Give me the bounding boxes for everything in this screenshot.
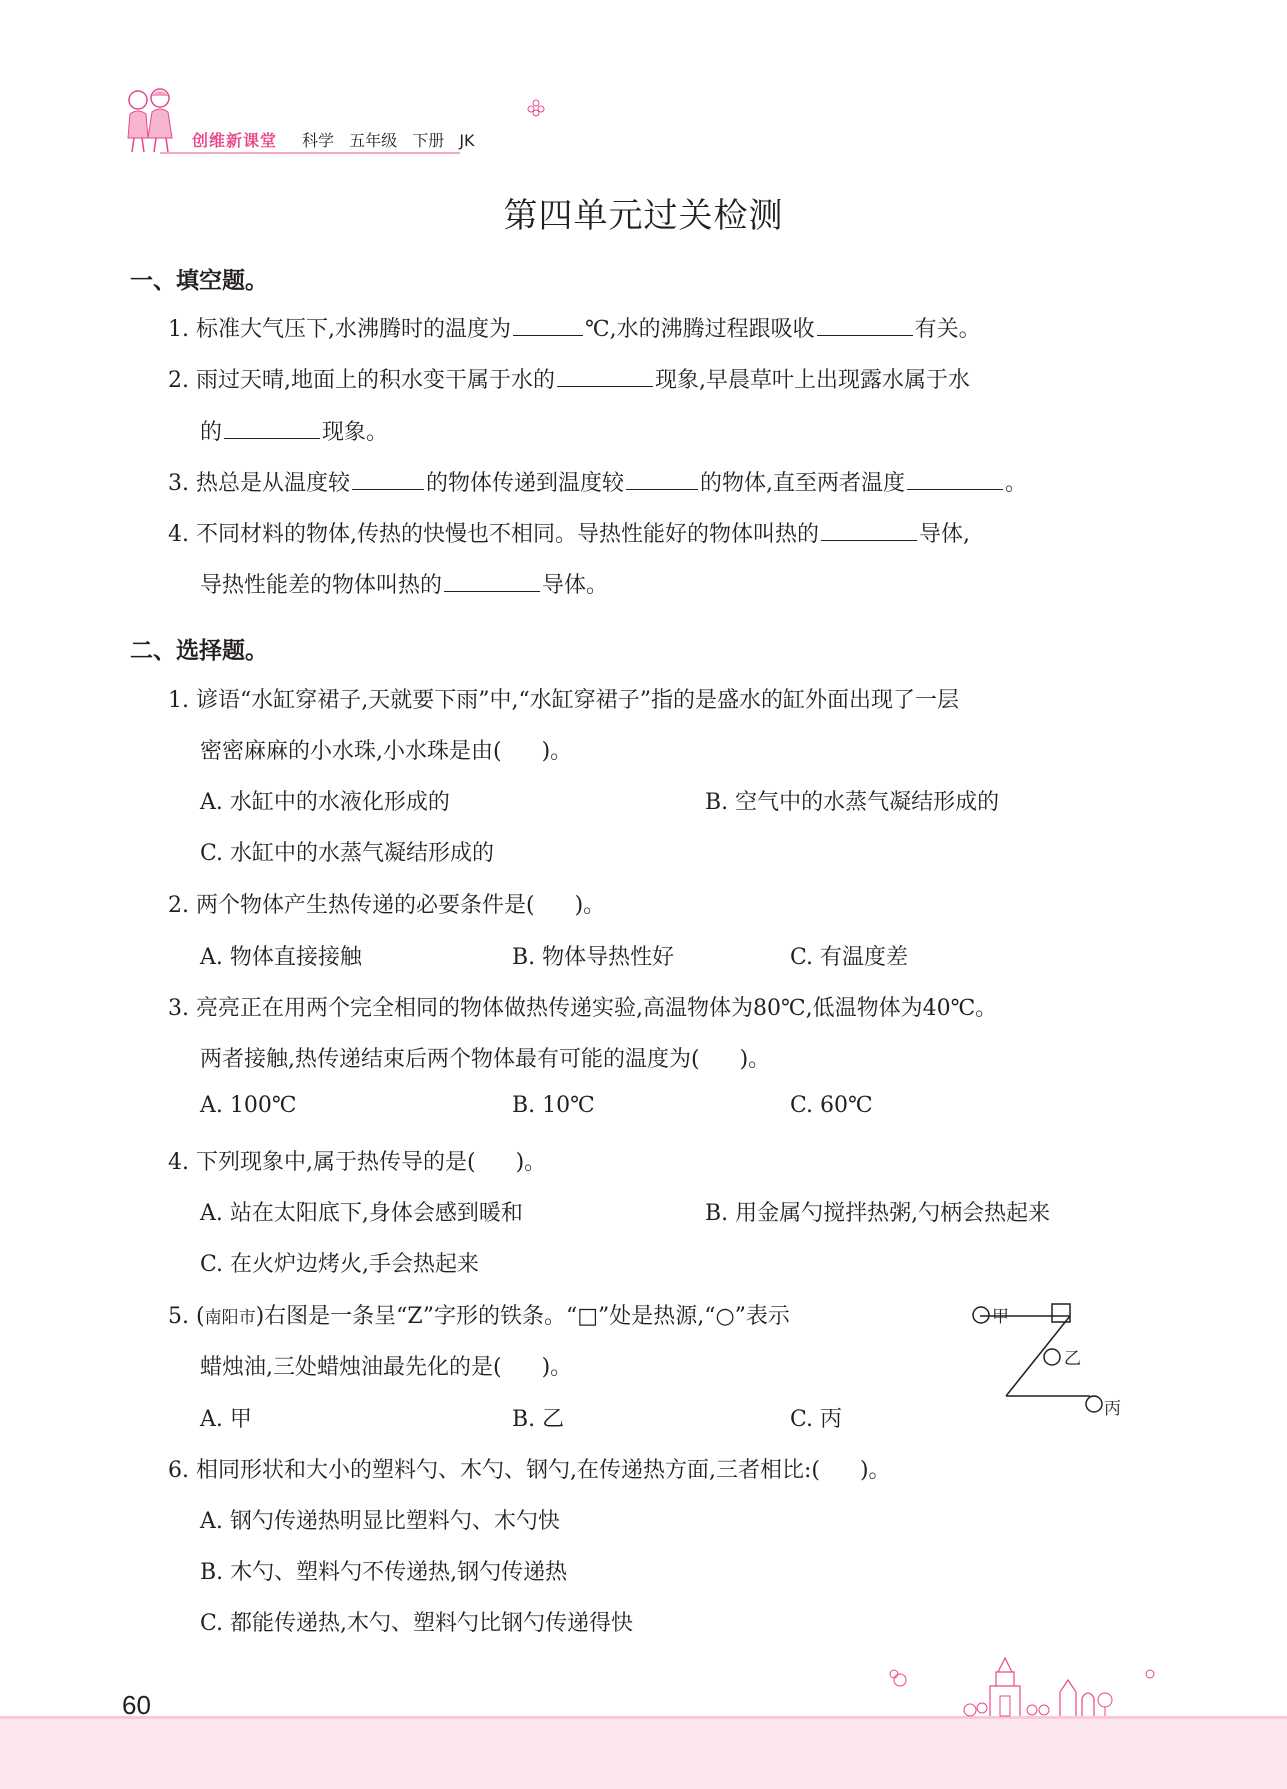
grade-label: 五年级 xyxy=(349,131,398,150)
choice-q4-option-a[interactable]: A. 站在太阳底下,身体会感到暖和 xyxy=(200,1201,523,1226)
kids-illustration-icon xyxy=(120,84,180,154)
fill-q2-text-a: 2. 雨过天晴,地面上的积水变干属于水的 xyxy=(168,368,555,393)
choice-q6-option-a[interactable]: A. 钢勺传递热明显比塑料勺、木勺快 xyxy=(200,1509,560,1534)
section-fill-heading: 一、填空题。 xyxy=(130,268,268,294)
fill-q3-text-b: 的物体传递到温度较 xyxy=(425,471,624,496)
castle-decoration-icon xyxy=(880,1650,1180,1720)
fill-q2-text-d: 现象。 xyxy=(322,420,389,445)
choice-q6-close: )。 xyxy=(859,1458,891,1483)
fill-q3 xyxy=(168,466,1027,497)
choice-q5-line1 xyxy=(168,1299,790,1330)
choice-q4-option-b[interactable]: B. 用金属勺搅拌热粥,勺柄会热起来 xyxy=(705,1201,1051,1226)
choice-q4-option-c[interactable]: C. 在火炉边烤火,手会热起来 xyxy=(200,1252,480,1277)
choice-q5-stem-2: 蜡烛油,三处蜡烛油最先化的是( xyxy=(200,1355,502,1380)
brand-name: 创维新课堂 xyxy=(192,131,278,150)
choice-q2-option-c[interactable]: C. 有温度差 xyxy=(790,945,909,970)
choice-q1-line1: 1. 谚语“水缸穿裙子,天就要下雨”中,“水缸穿裙子”指的是盛水的缸外面出现了一层 xyxy=(168,688,959,713)
choice-q1-stem: 密密麻麻的小水珠,小水珠是由( xyxy=(200,739,502,764)
footer-band xyxy=(0,1716,1287,1789)
choice-q4-close: )。 xyxy=(515,1150,547,1175)
answer-blank[interactable] xyxy=(444,569,540,592)
choice-q6-stem: 6. 相同形状和大小的塑料勺、木勺、钢勺,在传递热方面,三者相比:( xyxy=(168,1458,820,1483)
fill-q1-text-a: 1. 标准大气压下,水沸腾时的温度为 xyxy=(168,317,511,342)
choice-q2-close: )。 xyxy=(574,893,606,918)
fill-q2 xyxy=(168,363,970,394)
answer-blank[interactable] xyxy=(352,467,424,490)
fill-q4-text-a: 4. 不同材料的物体,传热的快慢也不相同。导热性能好的物体叫热的 xyxy=(168,522,819,547)
page-header xyxy=(120,84,680,154)
choice-q2-option-a[interactable]: A. 物体直接接触 xyxy=(200,945,362,970)
choice-q6-line1 xyxy=(168,1453,891,1484)
choice-q1-close: )。 xyxy=(541,739,573,764)
choice-q5-line2 xyxy=(200,1350,572,1381)
fill-q4 xyxy=(168,517,970,548)
choice-q3-option-b[interactable]: B. 10℃ xyxy=(512,1093,595,1118)
choice-q3-close: )。 xyxy=(739,1047,771,1072)
book-info xyxy=(302,128,485,151)
answer-blank[interactable] xyxy=(513,313,583,336)
wax-circle-bing xyxy=(1086,1396,1102,1412)
fill-q1-text-b: ℃,水的沸腾过程跟吸收 xyxy=(584,317,815,342)
fill-q4-text-c: 导热性能差的物体叫热的 xyxy=(200,573,443,598)
page-title: 第四单元过关检测 xyxy=(503,196,784,236)
choice-q2-line1 xyxy=(168,888,605,919)
fill-q2-text-b: 现象,早晨草叶上出现露水属于水 xyxy=(654,368,970,393)
answer-blank[interactable] xyxy=(907,467,1003,490)
source-note: 南阳市 xyxy=(204,1308,256,1328)
choice-q1-option-b[interactable]: B. 空气中的水蒸气凝结形成的 xyxy=(705,790,1000,815)
fill-q4-text-d: 导体。 xyxy=(542,573,609,598)
section-choice-heading: 二、选择题。 xyxy=(130,638,268,664)
fill-q4-cont xyxy=(200,568,608,599)
choice-q3-line1: 3. 亮亮正在用两个完全相同的物体做热传递实验,高温物体为80℃,低温物体为40℃。 xyxy=(168,996,998,1021)
wax-circle-yi xyxy=(1044,1349,1060,1365)
answer-blank[interactable] xyxy=(626,467,698,490)
choice-q2-option-b[interactable]: B. 物体导热性好 xyxy=(512,945,675,970)
choice-q4-line1 xyxy=(168,1145,546,1176)
choice-q3-option-a[interactable]: A. 100℃ xyxy=(200,1093,297,1118)
choice-q1-option-a[interactable]: A. 水缸中的水液化形成的 xyxy=(200,790,450,815)
choice-q5-option-c[interactable]: C. 丙 xyxy=(790,1407,843,1432)
fill-q1-text-c: 有关。 xyxy=(914,317,981,342)
choice-q6-option-b[interactable]: B. 木勺、塑料勺不传递热,钢勺传递热 xyxy=(200,1560,568,1585)
choice-q2-stem: 2. 两个物体产生热传递的必要条件是( xyxy=(168,893,535,918)
label-jia: 甲 xyxy=(992,1307,1009,1327)
choice-q1-line2 xyxy=(200,734,572,765)
choice-q6-option-c[interactable]: C. 都能传递热,木勺、塑料勺比钢勺传递得快 xyxy=(200,1611,634,1636)
fill-q2-cont xyxy=(200,415,388,446)
fill-q4-text-b: 导体, xyxy=(918,522,970,547)
choice-q5-stem: )右图是一条呈“Z”字形的铁条。“□”处是热源,“○”表示 xyxy=(255,1304,790,1329)
answer-blank[interactable] xyxy=(557,364,653,387)
fill-q3-text-c: 的物体,直至两者温度 xyxy=(700,471,905,496)
choice-q5-option-a[interactable]: A. 甲 xyxy=(200,1407,252,1432)
label-bing: 丙 xyxy=(1104,1399,1121,1419)
fill-q3-text-d: 。 xyxy=(1005,471,1028,496)
label-yi: 乙 xyxy=(1064,1349,1081,1369)
choice-q5-number: 5. ( xyxy=(168,1304,205,1329)
wax-circle-jia xyxy=(973,1307,989,1323)
choice-q3-line2 xyxy=(200,1042,770,1073)
subject-label: 科学 xyxy=(302,131,335,150)
answer-blank[interactable] xyxy=(817,313,913,336)
choice-q5-close: )。 xyxy=(541,1355,573,1380)
fill-q1 xyxy=(168,312,981,343)
flower-icon xyxy=(526,98,546,118)
answer-blank[interactable] xyxy=(224,416,320,439)
choice-q3-option-c[interactable]: C. 60℃ xyxy=(790,1093,873,1118)
page-number: 60 xyxy=(122,1690,151,1720)
choice-q4-stem: 4. 下列现象中,属于热传导的是( xyxy=(168,1150,476,1175)
choice-q3-stem: 两者接触,热传递结束后两个物体最有可能的温度为( xyxy=(200,1047,700,1072)
header-underline xyxy=(160,152,460,154)
volume-label: 下册 xyxy=(412,131,445,150)
fill-q3-text-a: 3. 热总是从温度较 xyxy=(168,471,350,496)
answer-blank[interactable] xyxy=(821,518,917,541)
edition-label: JK xyxy=(459,131,475,150)
fill-q2-text-c: 的 xyxy=(200,420,223,445)
choice-q1-option-c[interactable]: C. 水缸中的水蒸气凝结形成的 xyxy=(200,841,495,866)
choice-q5-option-b[interactable]: B. 乙 xyxy=(512,1407,565,1432)
z-iron-bar-diagram xyxy=(970,1298,1140,1428)
